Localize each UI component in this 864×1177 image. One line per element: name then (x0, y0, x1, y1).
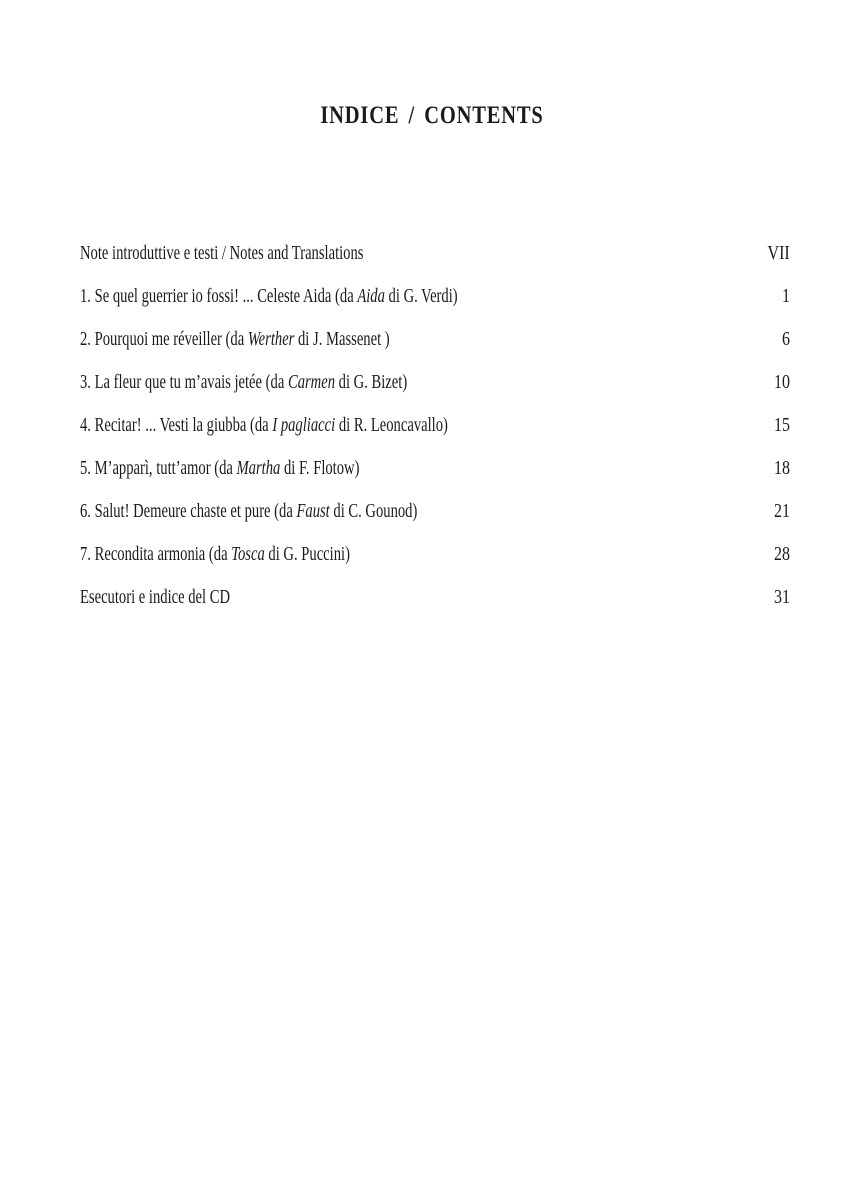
toc-row-aria-3 (80, 361, 790, 404)
toc-row-aria-5 (80, 447, 790, 490)
toc-entry-text-after: di F. Flotow) (280, 457, 360, 479)
toc-entry-text: 3. La fleur que tu m’avais jetée (da (80, 371, 288, 393)
toc-page-number: 28 (774, 543, 790, 565)
toc-page-number: 10 (774, 371, 790, 393)
toc-entry-work-title: Martha (236, 457, 281, 479)
toc-entry-work-title: Aida (357, 285, 385, 307)
toc-entry-label (80, 447, 359, 490)
toc-entry-work-title: I pagliacci (272, 414, 336, 436)
toc-entry-text: 1. Se quel guerrier io fossi! ... Celeste Aida (da (80, 285, 358, 307)
toc-page-number: 15 (774, 414, 790, 436)
toc-row-performers-cd-index (80, 576, 790, 619)
toc-entry-work-title: Tosca (231, 543, 265, 565)
toc-row-aria-4 (80, 404, 790, 447)
toc-entry-text: 6. Salut! Demeure chaste et pure (da (80, 500, 297, 522)
toc-entry-text-after: di G. Verdi) (384, 285, 458, 307)
toc-entry-text-after: di R. Leoncavallo) (335, 414, 448, 436)
toc-entry-work-title: Werther (247, 328, 295, 350)
toc-entry-label (80, 533, 350, 576)
toc-entry-text-after: di J. Massenet ) (294, 328, 390, 350)
toc-entry-text: Note introduttive e testi / Notes and Translations (80, 242, 364, 264)
toc-entry-text: 7. Recondita armonia (da (80, 543, 232, 565)
toc-list (80, 232, 790, 619)
toc-entry-work-title: Faust (296, 500, 330, 522)
toc-entry-work-title: Carmen (287, 371, 336, 393)
toc-page-number: 6 (782, 328, 790, 350)
toc-page-number: 31 (774, 586, 790, 608)
toc-row-aria-2 (80, 318, 790, 361)
toc-entry-label (80, 361, 407, 404)
toc-row-aria-6 (80, 490, 790, 533)
toc-entry-label (80, 318, 390, 361)
toc-entry-label (80, 490, 417, 533)
toc-row-aria-1 (80, 275, 790, 318)
toc-page-number: 21 (774, 500, 790, 522)
toc-entry-label (80, 232, 363, 275)
toc-entry-text: 4. Recitar! ... Vesti la giubba (da (80, 414, 273, 436)
toc-row-intro (80, 232, 790, 275)
page-title: INDICE / CONTENTS (320, 102, 544, 129)
toc-page-number: VII (767, 242, 790, 264)
toc-entry-text: 5. M’apparì, tutt’amor (da (80, 457, 237, 479)
toc-entry-text-after: di G. Bizet) (335, 371, 408, 393)
toc-entry-text-after: di G. Puccini) (264, 543, 350, 565)
toc-entry-label (80, 275, 458, 318)
toc-row-aria-7 (80, 533, 790, 576)
toc-entry-text-after: di C. Gounod) (329, 500, 418, 522)
toc-page-number: 18 (774, 457, 790, 479)
toc-entry-text: Esecutori e indice del CD (80, 586, 231, 608)
toc-entry-label (80, 404, 448, 447)
toc-entry-text: 2. Pourquoi me réveiller (da (80, 328, 248, 350)
toc-entry-label (80, 576, 230, 619)
toc-page-number: 1 (782, 285, 790, 307)
